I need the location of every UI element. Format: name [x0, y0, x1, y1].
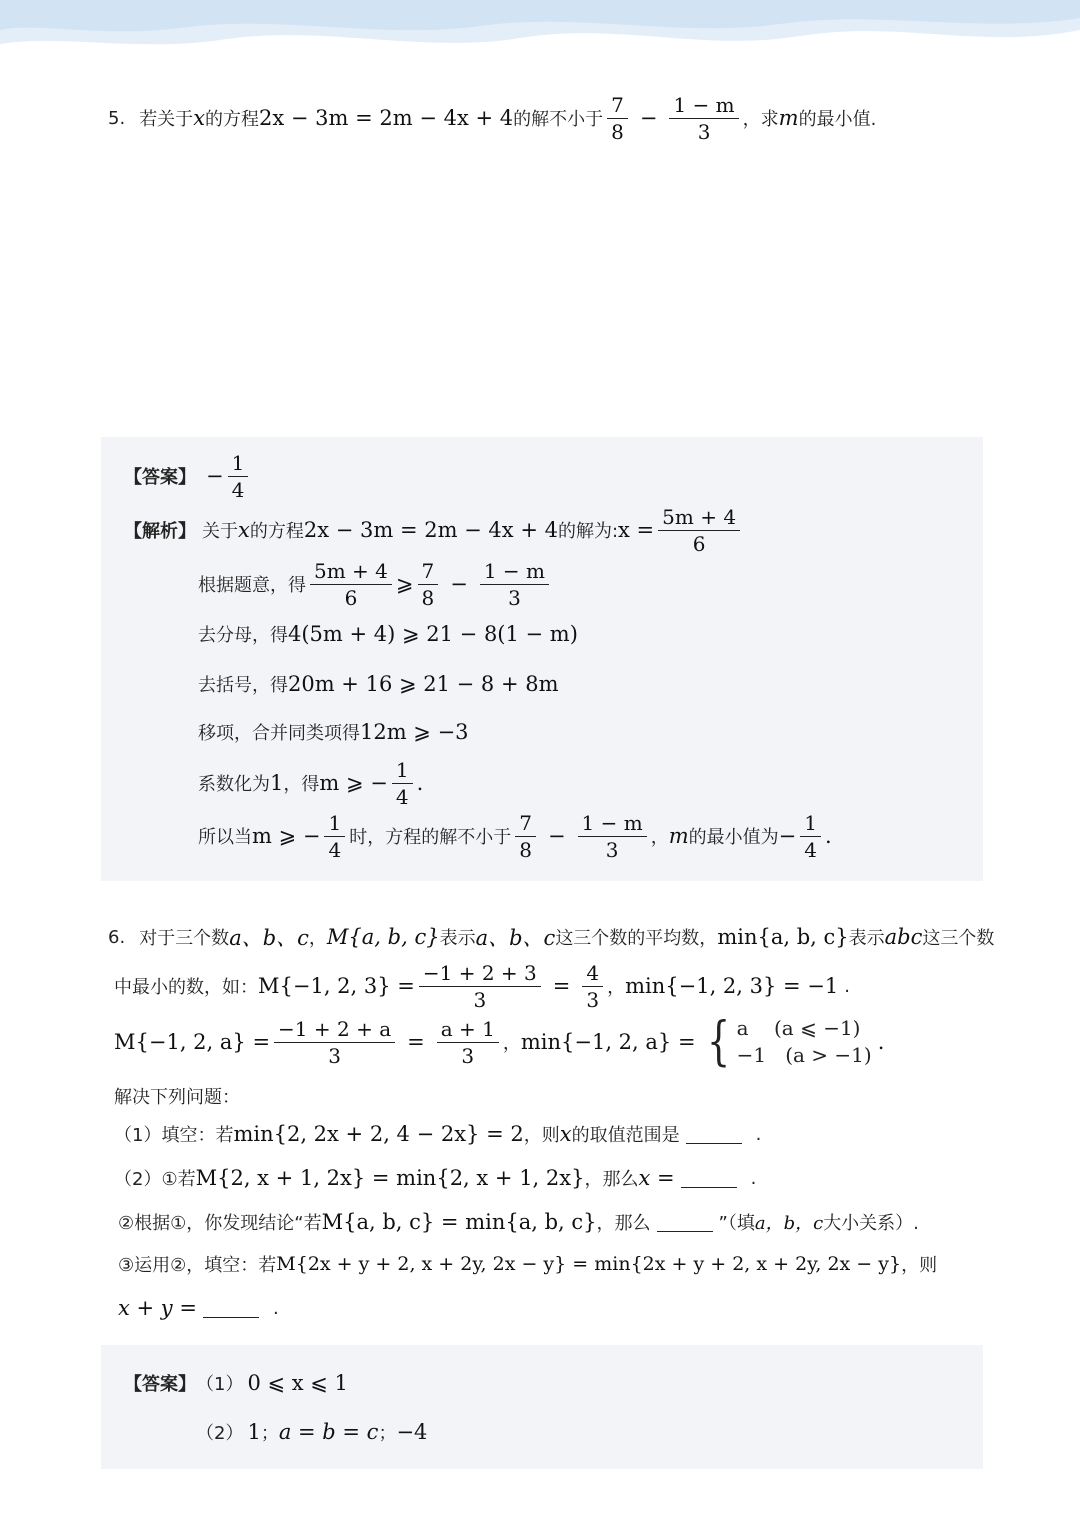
- analysis-text: 关于: [202, 521, 238, 542]
- sub-question-2: [114, 1162, 756, 1194]
- minus-sign: −: [206, 464, 224, 488]
- question-number: 5.: [108, 107, 126, 129]
- analysis-line-7: [198, 810, 832, 862]
- analysis-text: 的解为:: [557, 521, 619, 542]
- fill-blank: [203, 1299, 259, 1318]
- analysis-line-4: [198, 668, 559, 700]
- q6-text: 对于三个数: [139, 928, 230, 949]
- q5-text: 的解不小于: [513, 109, 604, 130]
- analysis-math: m ⩾ −: [319, 771, 388, 795]
- q5-x: x: [193, 106, 206, 130]
- q6-math: =: [407, 1030, 425, 1054]
- question-6-line-3: [114, 1014, 884, 1070]
- q6-text: 大小关系）.: [823, 1213, 919, 1234]
- analysis-text: 去分母，得: [198, 625, 288, 646]
- q6-text: ②根据①，你发现结论“若: [118, 1213, 322, 1234]
- analysis-line-5: [198, 716, 469, 748]
- answer-tag: 【答案】: [124, 467, 196, 488]
- q6-math: M{−1, 2, 3} =: [258, 974, 415, 998]
- q6-text: ，则: [523, 1125, 560, 1146]
- answer-6-line-1: [124, 1366, 348, 1400]
- answer-label: （1）: [196, 1374, 244, 1395]
- answer-math: 0 ⩽ x ⩽ 1: [247, 1371, 348, 1395]
- q6-text: .: [755, 1123, 762, 1145]
- q6-math: M{a, b, c}: [326, 925, 440, 949]
- q6-math: a、b、c: [229, 926, 309, 950]
- fraction: $\frac{1 - m}{3}$: [578, 812, 647, 861]
- case-2: −1 (a > −1): [736, 1043, 872, 1067]
- answer-6-line-2: [196, 1415, 427, 1449]
- sub-question-3: [118, 1206, 919, 1238]
- q6-math: M{a, b, c} = min{a, b, c}: [321, 1210, 597, 1234]
- analysis-equation: 2x − 3m = 2m − 4x + 4: [303, 518, 558, 542]
- q6-math: x + y =: [118, 1296, 197, 1320]
- separator: ；: [260, 1423, 279, 1444]
- q6-text: （1）填空：若: [114, 1125, 234, 1146]
- q6-text: .: [272, 1297, 279, 1319]
- analysis-text: 所以当: [198, 827, 252, 848]
- q5-text: ，求: [742, 109, 779, 130]
- q6-text: 这三个数: [922, 928, 995, 949]
- fraction: $\frac{5m + 4}{6}$: [310, 560, 392, 609]
- q6-math: =: [552, 974, 571, 998]
- q6-text: ，: [502, 1033, 521, 1054]
- q6-math: M{−1, 2, a} =: [114, 1030, 271, 1054]
- sub-question-5: [118, 1292, 279, 1324]
- q5-m: m: [778, 106, 799, 130]
- q5-text: 若关于: [139, 109, 194, 130]
- minus-sign: −: [639, 106, 658, 130]
- q6-text: ，那么: [596, 1213, 651, 1234]
- question-6-line-4: [114, 1080, 240, 1112]
- analysis-line-6: [198, 757, 423, 809]
- period: .: [877, 1030, 885, 1054]
- fraction: $\frac{-1 + 2 + a}{3}$: [274, 1018, 395, 1067]
- q6-math: a、b、c: [475, 926, 556, 950]
- analysis-text: ，得: [283, 774, 320, 795]
- fraction: $\frac{1}{4}$: [392, 759, 413, 808]
- var-x: x: [559, 1122, 572, 1146]
- analysis-math: 4(5m + 4) ⩾ 21 − 8(1 − m): [288, 622, 578, 646]
- analysis-line-2: [198, 558, 553, 610]
- analysis-math: 1: [270, 771, 284, 795]
- answer-math: a = b = c: [278, 1420, 379, 1444]
- analysis-text: 系数化为: [198, 774, 270, 795]
- minus-sign: −: [547, 824, 566, 848]
- q5-text: 的方程: [205, 109, 260, 130]
- fraction: $\frac{a + 1}{3}$: [437, 1018, 499, 1067]
- analysis-text: 的方程: [249, 521, 304, 542]
- fraction: $\frac{1 - m}{3}$: [480, 560, 549, 609]
- brace-symbol: {: [706, 1012, 730, 1072]
- analysis-math: m ⩾ −: [252, 824, 321, 848]
- analysis-text: 去括号，得: [198, 675, 288, 696]
- fraction: $\frac{5m + 4}{6}$: [658, 506, 740, 555]
- q6-math: abc: [884, 925, 923, 949]
- q6-math: min{−1, 2, 3} = −1: [625, 974, 839, 998]
- answer-math: 1: [247, 1420, 261, 1444]
- answer-label: （2）: [196, 1423, 244, 1444]
- q6-math: min{a, b, c}: [717, 925, 849, 949]
- fraction: $\frac{1}{4}$: [228, 452, 249, 501]
- minus-sign: −: [778, 824, 797, 848]
- fill-blank: [657, 1213, 713, 1232]
- separator: ；: [378, 1423, 397, 1444]
- analysis-line-3: [198, 618, 578, 650]
- q6-text: 的取值范围是: [571, 1125, 680, 1146]
- answer-math: −4: [396, 1420, 428, 1444]
- q5-text: 的最小值.: [798, 109, 877, 130]
- minus-sign: −: [450, 572, 468, 596]
- analysis-text: 移项，合并同类项得: [198, 723, 360, 744]
- q6-text: ，那么: [584, 1169, 639, 1190]
- fraction: $\frac{-1 + 2 + 3}{3}$: [419, 962, 541, 1011]
- piecewise-cases: [702, 1012, 872, 1072]
- analysis-line-1: [124, 504, 744, 556]
- fraction: $\frac{7}{8}$: [418, 560, 439, 609]
- fraction: $\frac{1}{4}$: [800, 812, 821, 861]
- question-6-line-1: [108, 920, 994, 954]
- analysis-math: x =: [618, 518, 655, 542]
- q6-text: ，则: [901, 1255, 938, 1276]
- sub-question-4: [118, 1248, 937, 1280]
- fill-blank: [681, 1169, 737, 1188]
- q6-math: x =: [638, 1166, 675, 1190]
- answer-box-6: [101, 1345, 983, 1469]
- fraction: $\frac{7}{8}$: [515, 812, 536, 861]
- q6-text: 中最小的数，如：: [114, 977, 258, 998]
- q6-text: 表示: [848, 928, 885, 949]
- answer-5-line: [124, 450, 252, 502]
- q6-text: （2）①若: [114, 1169, 196, 1190]
- period: .: [824, 824, 832, 848]
- q6-math: a，b，c: [754, 1213, 824, 1234]
- analysis-text: ，: [650, 827, 669, 848]
- question-number: 6.: [108, 926, 126, 948]
- q6-text: ”（填: [718, 1213, 755, 1234]
- period: .: [416, 771, 424, 795]
- sub-question-1: [114, 1118, 761, 1150]
- case-1: a (a ⩽ −1): [736, 1016, 861, 1040]
- fraction: $\frac{7}{8}$: [607, 94, 628, 143]
- fraction: $\frac{4}{3}$: [582, 962, 603, 1011]
- wave-header-decoration: [0, 0, 1080, 60]
- analysis-text: 根据题意，得: [198, 575, 306, 596]
- q6-text: 解决下列问题：: [114, 1087, 240, 1108]
- answer-tag: 【答案】: [124, 1374, 196, 1395]
- fraction: $\frac{1 - m}{3}$: [669, 94, 738, 143]
- var-x: x: [238, 518, 250, 542]
- question-5: [108, 92, 877, 144]
- q6-text: 这三个数的平均数，: [555, 928, 718, 949]
- q6-math: min{2, 2x + 2, 4 − 2x} = 2: [233, 1122, 524, 1146]
- q6-text: ，: [308, 928, 327, 949]
- fraction: $\frac{1}{4}$: [324, 812, 345, 861]
- analysis-math: ⩾: [395, 572, 414, 596]
- fill-blank: [686, 1125, 742, 1144]
- question-6-line-2: [114, 960, 850, 1012]
- analysis-text: 时，方程的解不小于: [349, 827, 512, 848]
- q5-equation: 2x − 3m = 2m − 4x + 4: [259, 106, 514, 130]
- q6-math: M{2, x + 1, 2x} = min{2, x + 1, 2x}: [195, 1166, 585, 1190]
- q6-text: ，: [607, 977, 626, 998]
- q6-text: 表示: [439, 928, 476, 949]
- analysis-text: 的最小值为: [688, 827, 779, 848]
- q6-text: .: [750, 1167, 757, 1189]
- q6-text: ③运用②，填空：若: [118, 1255, 277, 1276]
- q6-text: .: [844, 975, 851, 997]
- analysis-math: 20m + 16 ⩾ 21 − 8 + 8m: [288, 672, 559, 696]
- q6-math: min{−1, 2, a} =: [520, 1030, 696, 1054]
- analysis-tag: 【解析】: [124, 521, 196, 542]
- var-m: m: [668, 824, 689, 848]
- analysis-math: 12m ⩾ −3: [360, 720, 469, 744]
- q6-math: M{2x + y + 2, x + 2y, 2x − y} = min{2x + y + 2, x + 2y, 2x − y}: [276, 1253, 902, 1275]
